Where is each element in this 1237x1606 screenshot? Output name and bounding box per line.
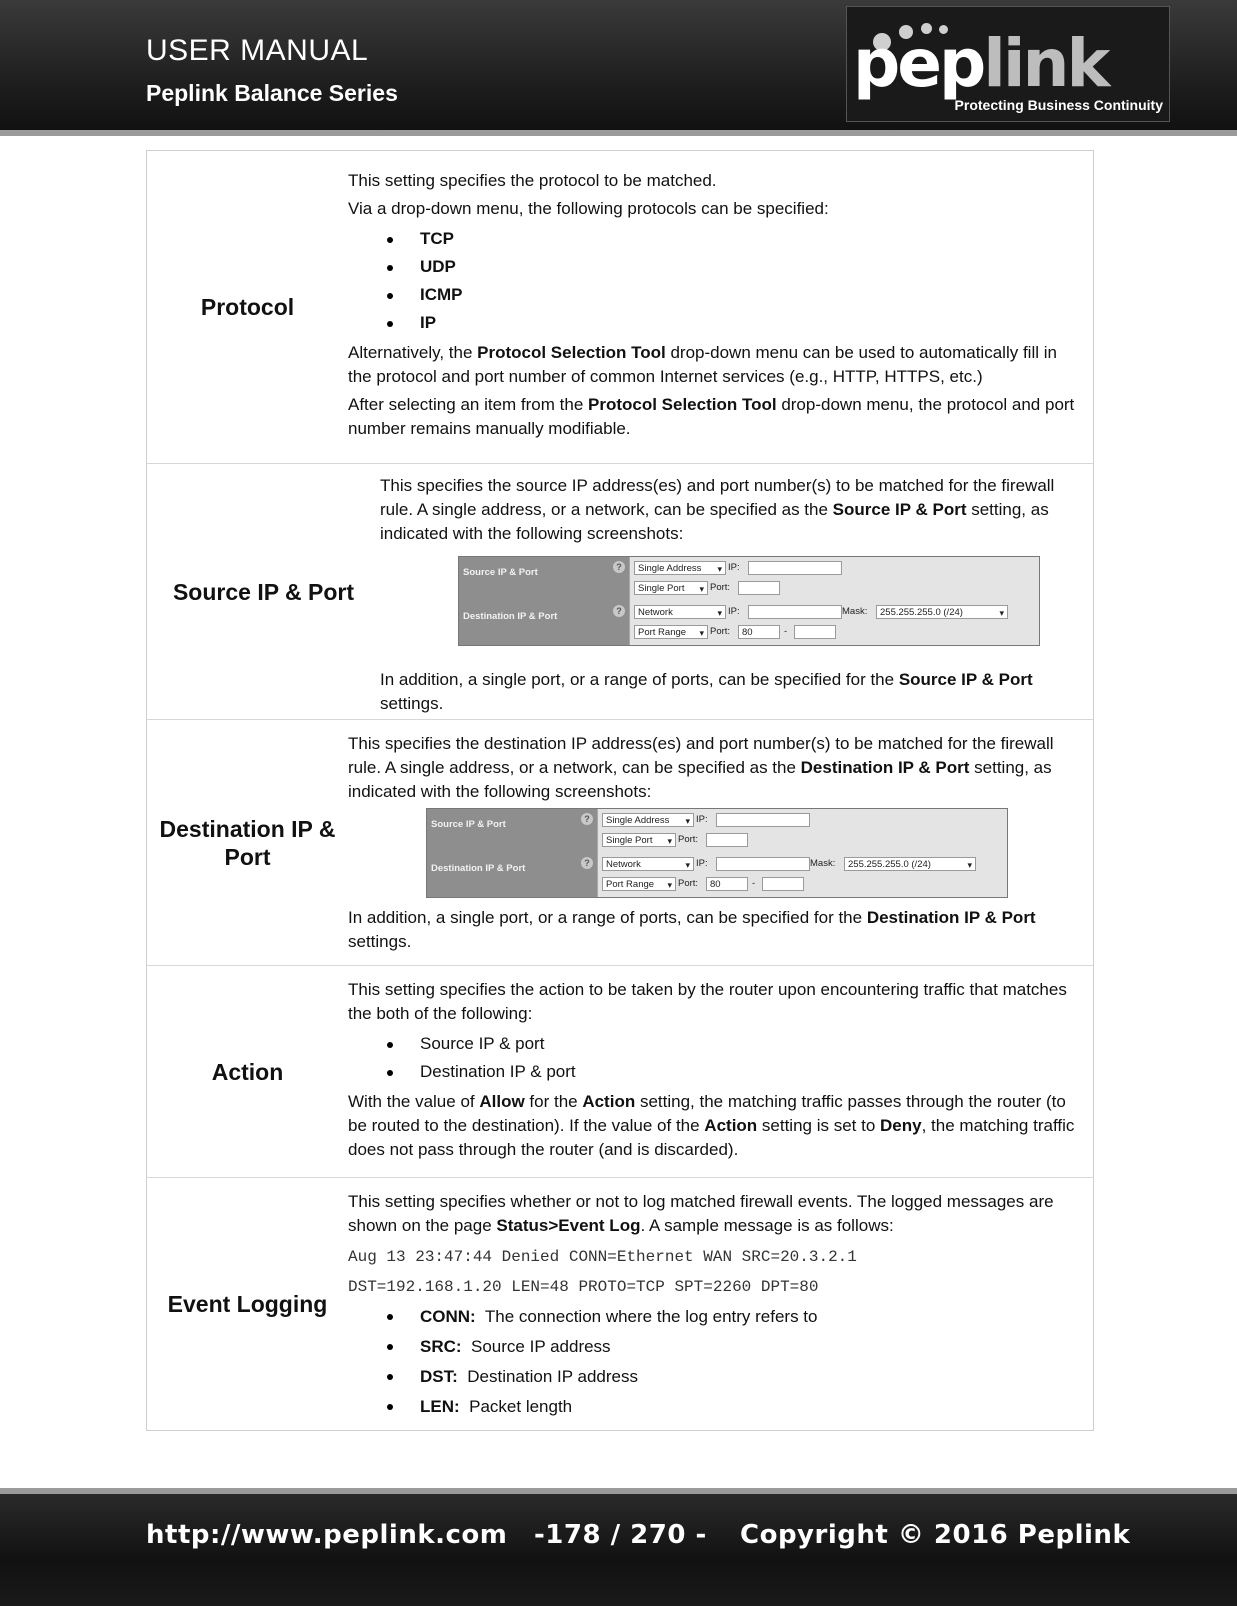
page-footer xyxy=(0,1488,1237,1606)
log-sample-line: Aug 13 23:47:44 Denied CONN=Ethernet WAN SRC=20.3.2.1 xyxy=(348,1248,857,1266)
table-row-protocol xyxy=(147,151,1093,464)
table-row-event-logging xyxy=(147,1178,1093,1430)
help-icon: ? xyxy=(613,605,625,617)
help-icon: ? xyxy=(581,813,593,825)
ip-port-screenshot: Source IP & Port ? Single Address ▾ IP: Single Port ▾ Port: Destination IP & Port ? Network ▾ IP: Mask: 255.255.255.0 (/24) ▾ Port Range ▾ Port: 80 - xyxy=(458,556,1040,646)
list-item: UDP xyxy=(348,253,1085,281)
list-item: Destination IP & port xyxy=(348,1058,1085,1086)
log-sample-line: DST=192.168.1.20 LEN=48 PROTO=TCP SPT=2260 DPT=80 xyxy=(348,1278,819,1296)
row-label: Destination IP & Port xyxy=(159,815,336,870)
peplink-logo xyxy=(846,6,1170,122)
page-header xyxy=(0,0,1237,136)
row-label: Action xyxy=(211,1058,284,1085)
list-item: TCP xyxy=(348,225,1085,253)
row-label: Source IP & Port xyxy=(172,578,355,605)
list-item: DST: Destination IP address xyxy=(348,1362,1085,1392)
help-icon: ? xyxy=(613,561,625,573)
row-label: Event Logging xyxy=(167,1291,328,1317)
list-item: ICMP xyxy=(348,281,1085,309)
list-item: SRC: Source IP address xyxy=(348,1332,1085,1362)
row-description: This specifies the source IP address(es) and port number(s) to be matched for the firewall rule. A single address, or a network, can be specified as the Source IP & Port setting, as indicated with the following screenshots: Source IP & Port ? Single Address ▾ IP: Single Port ▾ Port: Destination IP & Port ? Network ▾ IP: Mask: 255.255.255.0 (/24) ▾ Port Range ▾ Port: 80 - In addition, a single port, or a range of ports, can be specified for the Source IP & Port settings. xyxy=(380,464,1093,719)
list-item: CONN: The connection where the log entry refers to xyxy=(348,1302,1085,1332)
logo-wordmark: peplink xyxy=(853,25,1108,102)
list-item: LEN: Packet length xyxy=(348,1392,1085,1422)
copyright: Copyright © 2016 Peplink xyxy=(740,1520,1131,1550)
ip-port-screenshot: Source IP & Port ? Single Address ▾ IP: Single Port ▾ Port: Destination IP & Port ? Network ▾ IP: Mask: 255.255.255.0 (/24) ▾ Port Range ▾ Port: 80 - xyxy=(426,808,1008,898)
manual-subtitle: Peplink Balance Series xyxy=(146,80,398,106)
row-description: This setting specifies the action to be taken by the router upon encountering traffic that matches the both of the following: Source IP & port Destination IP & port With the value of Allow for the Action setting, the matching traffic passes through the router (to be routed to the destination). If the value of the Action setting is set to Deny, the matching traffic does not pass through the router (and is discarded). xyxy=(348,966,1093,1177)
row-description: This specifies the destination IP address(es) and port number(s) to be matched for the firewall rule. A single address, or a network, can be specified as the Destination IP & Port setting, as indicated with the following screenshots: Source IP & Port ? Single Address ▾ IP: Single Port ▾ Port: Destination IP & Port ? Network ▾ IP: Mask: 255.255.255.0 (/24) ▾ Port Range ▾ Port: 80 - In addition, a single port, or a range of ports, can be specified for the Destination IP & Port settings. xyxy=(348,720,1093,965)
row-description: This setting specifies whether or not to log matched firewall events. The logged messages are shown on the page Status>Event Log. A sample message is as follows: Aug 13 23:47:44 Denied CONN=Ethernet WAN SRC=20.3.2.1 DST=192.168.1.20 LEN=48 PROTO=TCP SPT=2260 DPT=80 CONN: The connection where the log entry refers to SRC: Source IP address DST: Destination IP address LEN: Packet length xyxy=(348,1178,1093,1430)
manual-title: USER MANUAL xyxy=(146,34,369,67)
row-label: Protocol xyxy=(200,294,295,320)
help-icon: ? xyxy=(581,857,593,869)
list-item: IP xyxy=(348,309,1085,337)
footer-url-link[interactable]: http://www.peplink.com xyxy=(146,1520,508,1550)
table-row-destination-ip-port xyxy=(147,720,1093,966)
table-row-source-ip-port xyxy=(147,464,1093,720)
page-number: -178 / 270 - xyxy=(534,1520,707,1550)
row-description: This setting specifies the protocol to be matched. Via a drop-down menu, the following protocols can be specified: TCP UDP ICMP IP Alternatively, the Protocol Selection Tool drop-down menu can be used to automatically fill in the protocol and port number of common Internet services (e.g., HTTP, HTTPS, etc.) After selecting an item from the Protocol Selection Tool drop-down menu, the protocol and port number remains manually modifiable. xyxy=(348,151,1093,463)
list-item: Source IP & port xyxy=(348,1030,1085,1058)
logo-tagline: Protecting Business Continuity xyxy=(954,97,1163,113)
log-field-list xyxy=(348,1302,1085,1422)
match-list xyxy=(348,1030,1085,1086)
settings-table xyxy=(146,150,1094,1431)
table-row-action xyxy=(147,966,1093,1178)
protocol-list xyxy=(348,225,1085,337)
